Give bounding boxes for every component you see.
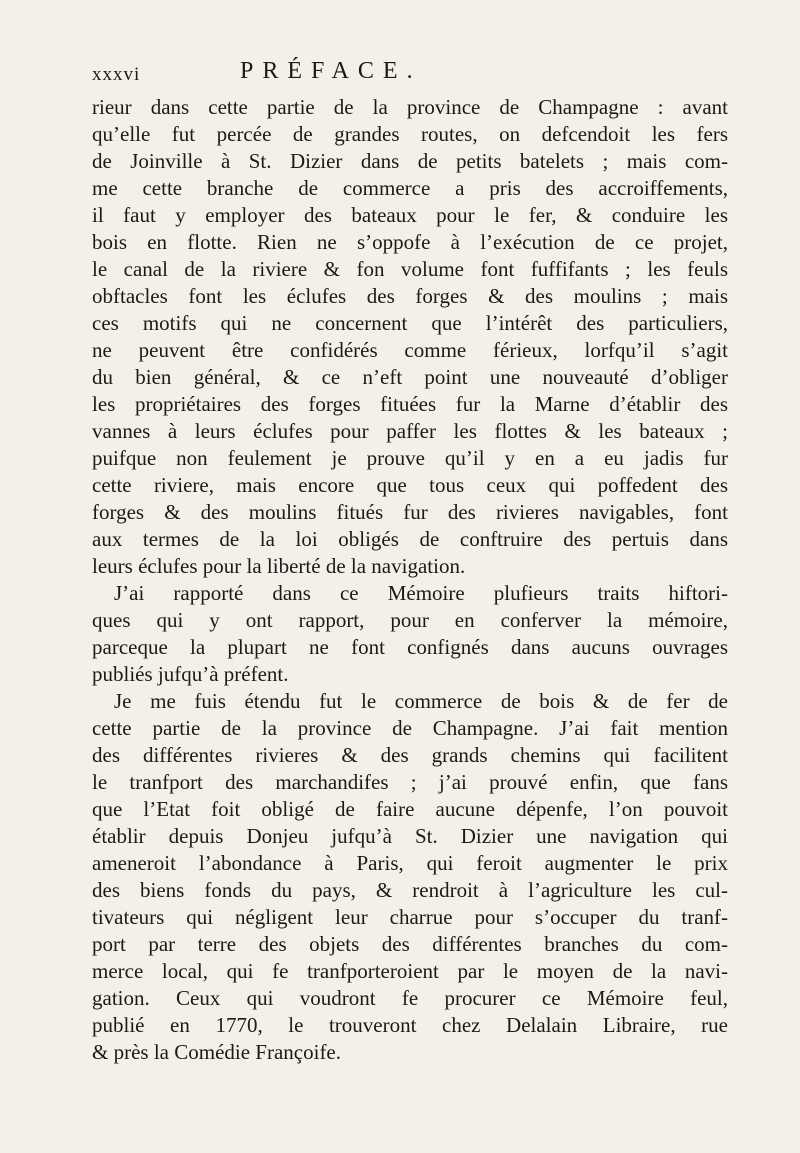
text-line: le tranfport des marchandifes ; j’ai prouvé enfin, que fans	[92, 770, 728, 794]
text-line: du bien général, & ce n’eft point une nouveauté d’obliger	[92, 365, 728, 389]
text-line: gation. Ceux qui voudront fe procurer ce Mémoire feul,	[92, 986, 728, 1010]
text-line: ces motifs qui ne concernent que l’intérêt des particuliers,	[92, 311, 728, 335]
page-number: xxxvi	[92, 64, 141, 85]
text-line: publiés jufqu’à préfent.	[92, 662, 289, 686]
text-line: vannes à leurs éclufes pour paffer les flottes & les bateaux ;	[92, 419, 728, 443]
text-line: parceque la plupart ne font confignés dans aucuns ouvrages	[92, 635, 728, 659]
body-text	[92, 94, 728, 1066]
text-line: le canal de la riviere & fon volume font fuffifants ; les feuls	[92, 257, 728, 281]
text-line: établir depuis Donjeu jufqu’à St. Dizier une navigation qui	[92, 824, 728, 848]
text-line: cette partie de la province de Champagne. J’ai fait mention	[92, 716, 728, 740]
text-line: publié en 1770, le trouveront chez Delalain Libraire, rue	[92, 1013, 728, 1037]
text-line: que l’Etat foit obligé de faire aucune dépenfe, l’on pouvoit	[92, 797, 728, 821]
running-title: PRÉFACE.	[240, 58, 422, 84]
text-line: ne peuvent être confidérés comme férieux, lorfqu’il s’agit	[92, 338, 728, 362]
text-line: & près la Comédie Françoife.	[92, 1040, 342, 1064]
text-line: port par terre des objets des différentes branches du com-	[92, 932, 728, 956]
text-line: merce local, qui fe tranfporteroient par le moyen de la navi-	[92, 959, 728, 983]
text-line: tivateurs qui négligent leur charrue pour s’occuper du tranf-	[92, 905, 728, 929]
text-line: leurs éclufes pour la liberté de la navigation.	[92, 554, 466, 578]
text-line: qu’elle fut percée de grandes routes, on defcendoit les fers	[92, 122, 728, 146]
text-line: obftacles font les éclufes des forges & des moulins ; mais	[92, 284, 728, 308]
text-line: J’ai rapporté dans ce Mémoire plufieurs traits hiftori-	[114, 581, 728, 605]
text-line: ameneroit l’abondance à Paris, qui feroit augmenter le prix	[92, 851, 728, 875]
text-line: des biens fonds du pays, & rendroit à l’agriculture les cul-	[92, 878, 728, 902]
text-line: forges & des moulins fitués fur des rivieres navigables, font	[92, 500, 728, 524]
text-line: il faut y employer des bateaux pour le fer, & conduire les	[92, 203, 728, 227]
text-line: des différentes rivieres & des grands chemins qui facilitent	[92, 743, 728, 767]
text-line: cette riviere, mais encore que tous ceux qui poffedent des	[92, 473, 728, 497]
page-header	[92, 58, 732, 92]
text-line: Je me fuis étendu fut le commerce de bois & de fer de	[114, 689, 728, 713]
text-line: puifque non feulement je prouve qu’il y en a eu jadis fur	[92, 446, 728, 470]
text-line: rieur dans cette partie de la province de Champagne : avant	[92, 95, 728, 119]
text-line: bois en flotte. Rien ne s’oppofe à l’exécution de ce projet,	[92, 230, 728, 254]
text-line: ques qui y ont rapport, pour en conferver la mémoire,	[92, 608, 728, 632]
text-line: les propriétaires des forges fituées fur la Marne d’établir des	[92, 392, 728, 416]
text-line: me cette branche de commerce a pris des accroiffements,	[92, 176, 728, 200]
text-line: aux termes de la loi obligés de conftruire des pertuis dans	[92, 527, 728, 551]
text-line: de Joinville à St. Dizier dans de petits batelets ; mais com-	[92, 149, 728, 173]
